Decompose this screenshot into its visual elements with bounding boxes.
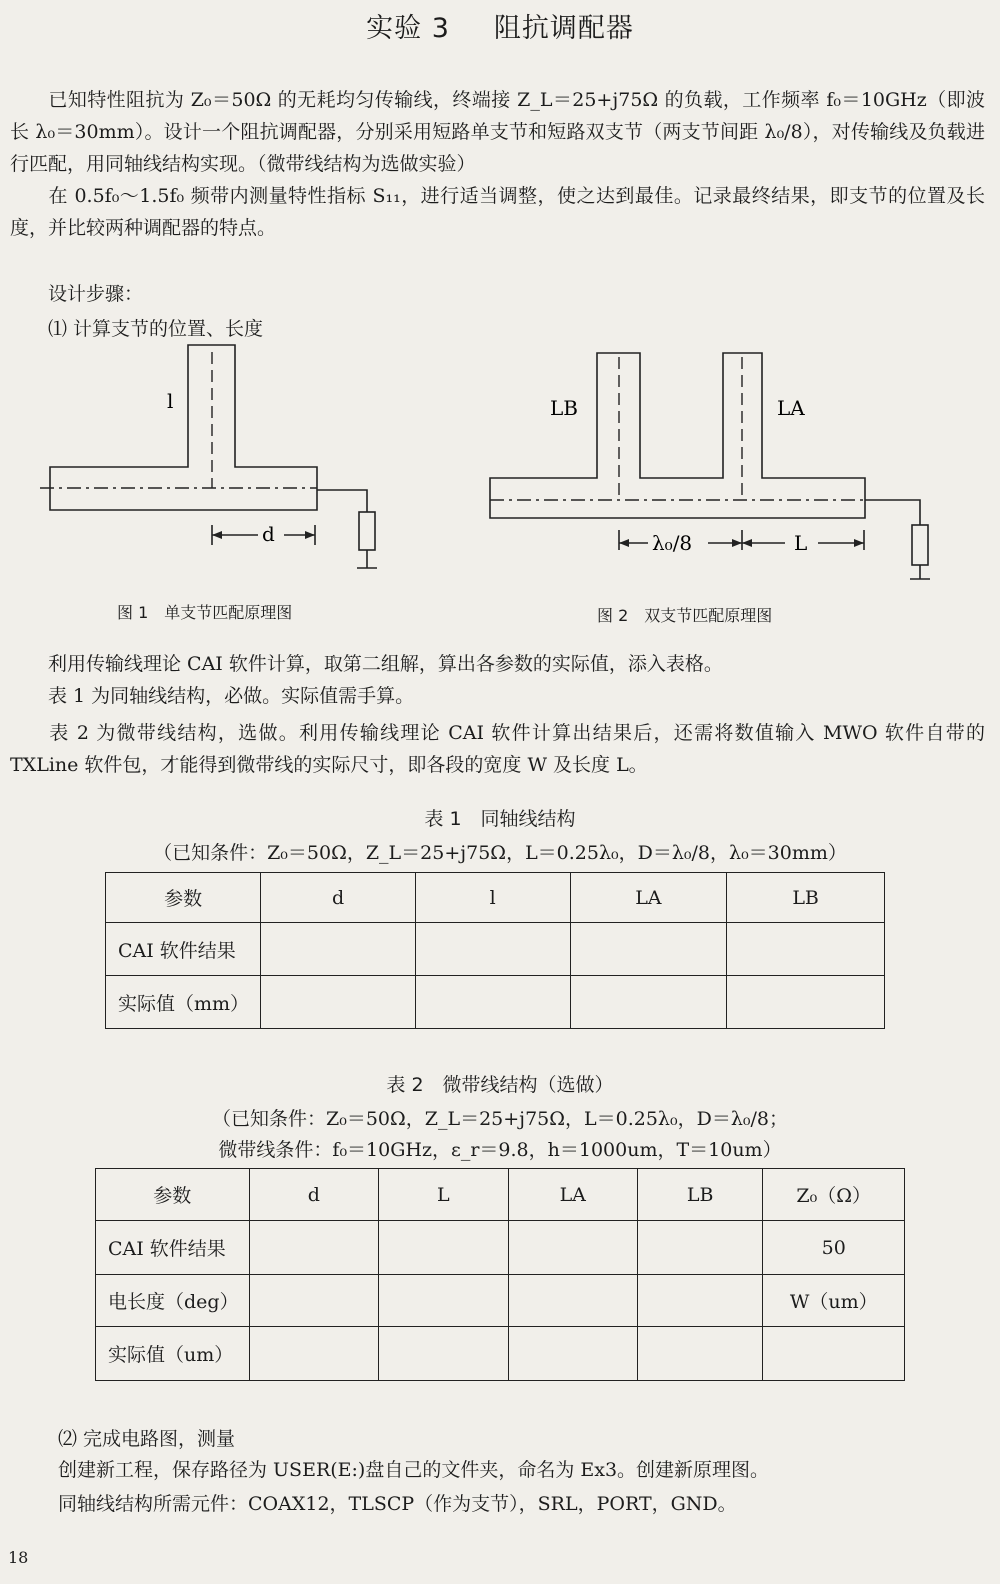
table-header-cell: d	[249, 1169, 378, 1221]
intro-paragraph-2: 在 0.5f₀～1.5f₀ 频带内测量特性指标 S₁₁，进行适当调整，使之达到最佳。记录最终结果，即支节的位置及长度，并比较两种调配器的特点。	[10, 185, 985, 239]
body-paragraph-1: 利用传输线理论 CAI 软件计算，取第二组解，算出各参数的实际值，添入表格。	[48, 653, 723, 675]
table-cell[interactable]	[379, 1275, 508, 1327]
table-cell[interactable]	[249, 1275, 378, 1327]
table-cell[interactable]	[570, 923, 727, 976]
table-cell[interactable]	[727, 976, 885, 1029]
table-cell[interactable]	[261, 976, 416, 1029]
table-row-label: CAI 软件结果	[106, 923, 261, 976]
table-cell: W（um）	[763, 1275, 905, 1327]
experiment-name: 阻抗调配器	[493, 13, 634, 44]
table-1	[105, 872, 885, 1029]
table-cell[interactable]	[637, 1221, 762, 1275]
figure-2-caption: 图 2 双支节匹配原理图	[597, 606, 773, 625]
table-cell[interactable]	[261, 923, 416, 976]
table-1-caption: 表 1 同轴线结构	[424, 808, 576, 830]
fig2-label-la: LA	[777, 396, 805, 420]
table-header-cell: L	[379, 1169, 508, 1221]
table-row	[96, 1327, 905, 1381]
experiment-number: 实验 3	[366, 13, 450, 44]
table-header-cell: LB	[637, 1169, 762, 1221]
table-header-cell: l	[415, 873, 570, 923]
fig2-label-spacing: λ₀/8	[652, 531, 693, 555]
table-cell[interactable]	[379, 1327, 508, 1381]
table-cell[interactable]	[415, 976, 570, 1029]
table-1-condition: （已知条件：Z₀＝50Ω，Z_L＝25+j75Ω，L＝0.25λ₀，D＝λ₀/8，λ₀＝30mm）	[153, 842, 847, 864]
table-row	[106, 873, 885, 923]
table-row	[96, 1275, 905, 1327]
body-paragraph-3: 表 2 为微带线结构，选做。利用传输线理论 CAI 软件计算出结果后，还需将数值输入 MWO 软件自带的 TXLine 软件包，才能得到微带线的实际尺寸，即各段的宽度 W 及长度 L。	[10, 722, 985, 776]
table-header-cell: Z₀（Ω）	[763, 1169, 905, 1221]
design-steps-heading: 设计步骤：	[48, 283, 144, 305]
table-row	[106, 923, 885, 976]
figure-2-double-stub-diagram	[480, 345, 950, 590]
table-2-condition-2: 微带线条件：f₀＝10GHz，ε_r＝9.8，h＝1000um，T＝10um）	[218, 1139, 782, 1161]
table-row-label: 电长度（deg）	[96, 1275, 250, 1327]
table-2	[95, 1168, 905, 1381]
fig2-label-L: L	[794, 531, 808, 555]
figure-1-caption: 图 1 单支节匹配原理图	[117, 603, 293, 622]
fig2-label-lb: LB	[550, 396, 578, 420]
table-row	[96, 1221, 905, 1275]
figure-1-single-stub-diagram	[40, 340, 400, 580]
table-cell[interactable]	[415, 923, 570, 976]
fig1-label-d: d	[262, 522, 275, 546]
table-header-cell: d	[261, 873, 416, 923]
table-cell[interactable]	[637, 1275, 762, 1327]
table-2-caption: 表 2 微带线结构（选做）	[386, 1074, 614, 1096]
table-header-cell: LA	[570, 873, 727, 923]
intro-paragraph-1: 已知特性阻抗为 Z₀＝50Ω 的无耗均匀传输线，终端接 Z_L＝25+j75Ω 的负载，工作频率 f₀＝10GHz（即波长 λ₀＝30mm）。设计一个阻抗调配器，分别采用短路单支节和短路双支节（两支节间距 λ₀/8），对传输线及负载进行匹配，用同轴线结构实现。（微带线结构为选做实验）	[10, 89, 985, 175]
table-header-cell: LB	[727, 873, 885, 923]
table-cell[interactable]	[727, 923, 885, 976]
table-cell[interactable]	[508, 1327, 637, 1381]
table-2-condition-1: （已知条件：Z₀＝50Ω，Z_L＝25+j75Ω，L＝0.25λ₀，D＝λ₀/8；	[212, 1108, 788, 1130]
table-row-label: CAI 软件结果	[96, 1221, 250, 1275]
page-title	[0, 6, 1000, 45]
table-row-label: 实际值（um）	[96, 1327, 250, 1381]
table-row	[96, 1169, 905, 1221]
table-cell[interactable]	[249, 1221, 378, 1275]
step1-heading: ⑴ 计算支节的位置、长度	[48, 318, 264, 340]
table-cell[interactable]	[379, 1221, 508, 1275]
step2-paragraph-1: 创建新工程，保存路径为 USER(E:)盘自己的文件夹，命名为 Ex3。创建新原理图。	[58, 1459, 770, 1481]
table-cell[interactable]	[763, 1327, 905, 1381]
page-number: 18	[8, 1548, 29, 1567]
table-header-cell: 参数	[96, 1169, 250, 1221]
table-header-cell: 参数	[106, 873, 261, 923]
table-row-label: 实际值（mm）	[106, 976, 261, 1029]
step2-heading: ⑵ 完成电路图，测量	[58, 1428, 236, 1450]
table-header-cell: LA	[508, 1169, 637, 1221]
table-cell[interactable]	[637, 1327, 762, 1381]
table-cell[interactable]	[508, 1275, 637, 1327]
table-cell[interactable]	[570, 976, 727, 1029]
table-cell: 50	[763, 1221, 905, 1275]
body-paragraph-2: 表 1 为同轴线结构，必做。实际值需手算。	[48, 685, 415, 707]
table-row	[106, 976, 885, 1029]
fig1-label-l: l	[167, 389, 174, 413]
table-cell[interactable]	[249, 1327, 378, 1381]
step2-paragraph-2: 同轴线结构所需元件：COAX12，TLSCP（作为支节），SRL，PORT，GND。	[58, 1493, 737, 1515]
table-cell[interactable]	[508, 1221, 637, 1275]
